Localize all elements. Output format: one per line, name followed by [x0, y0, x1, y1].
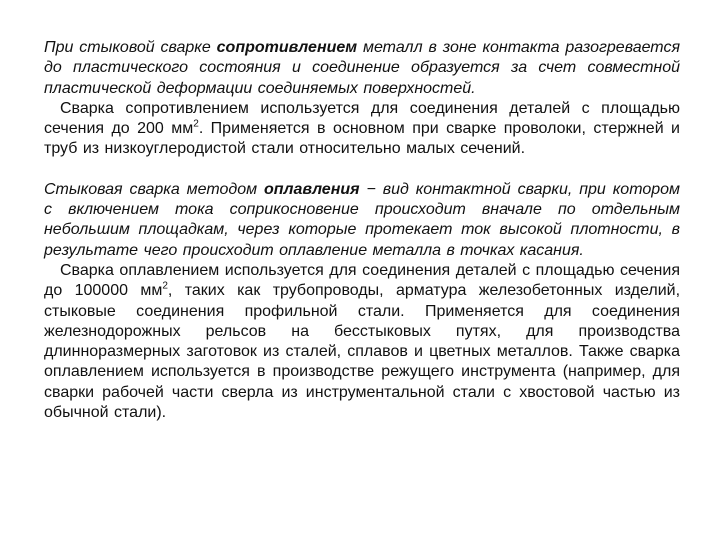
- flash-welding-usage: [44, 261, 680, 423]
- resistance-welding-usage: [44, 99, 680, 160]
- resistance-keyword: сопротивлением: [216, 39, 358, 56]
- flash-welding-intro: [44, 180, 680, 261]
- resistance-usage-text-before: Сварка сопротивлением используется для соединения деталей с площадью сечения до 200 мм: [44, 99, 680, 138]
- document-body: [44, 38, 680, 423]
- flash-keyword: оплавления: [264, 180, 360, 198]
- resistance-welding-intro: [44, 38, 680, 99]
- resistance-intro-text-before: При стыковой сварке: [44, 39, 217, 56]
- resistance-usage-text-after: . Применяется в основном при сварке проволоки, стержней и труб из низкоуглеродистой стали относительно малых сечений.: [44, 120, 680, 158]
- flash-intro-text-before: Стыковая сварка методом: [44, 180, 264, 198]
- flash-usage-text-after: , таких как трубопроводы, арматура железобетонных изделий, стыковые соединения профильной стали. Применяется для соединения железнодорожных рельсов на бесстыковых путях, для производства длинноразмерных заготовок из сталей, сплавов и цветных металлов. Также сварка оплавлением используется в производстве режущего инструмента (например, для сварки рабочей части сверла из инструментальной стали с хвостовой частью из обычной стали).: [44, 282, 681, 422]
- flash-usage-text-before: Сварка оплавлением используется для соединения деталей с площадью сечения до 100000 мм: [44, 261, 680, 300]
- flash-intro-text-after: − вид контактной сварки, при котором с включением тока соприкосновение происходит вначале по отдельным небольшим площадкам, через которые протекает ток высокой плотности, в результате чего происходит оплавление металла в точках касания.: [44, 180, 681, 259]
- resistance-usage-superscript: 2: [193, 118, 199, 130]
- section-spacer: [44, 160, 680, 180]
- resistance-intro-text-after: металл в зоне контакта разогревается до пластического состояния и соединение образуется за счет совместной пластической деформации соединяемых поверхностей.: [44, 39, 681, 97]
- flash-usage-superscript: 2: [162, 280, 168, 292]
